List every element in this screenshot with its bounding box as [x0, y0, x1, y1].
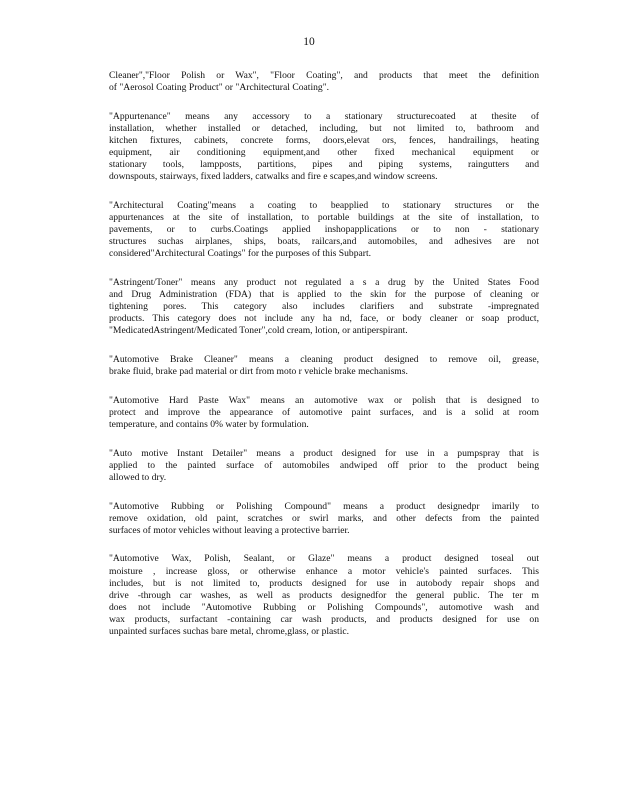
text-line: protect and improve the appearance of automotive paint surfaces, and is a solid at room [109, 406, 539, 418]
text-line: installation, whether installed or detached, including, but not limited to, bathroom and [109, 122, 539, 134]
text-line: remove oxidation, old paint, scratches or swirl marks, and other defects from the painted [109, 512, 539, 524]
text-line: "Architectural Coating"means a coating to beapplied to stationary structures or the [109, 199, 539, 211]
text-line: "Appurtenance" means any accessory to a stationary structurecoated at thesite of [109, 110, 539, 122]
definition-paragraph [109, 111, 539, 184]
text-line: kitchen fixtures, cabinets, concrete forms, doors,elevat ors, fences, handrailings, heating [109, 134, 539, 146]
text-line: "Automotive Rubbing or Polishing Compound" means a product designedpr imarily to [109, 500, 539, 512]
page-number: 10 [303, 36, 315, 48]
text-line: "MedicatedAstringent/Medicated Toner",cold cream, lotion, or antiperspirant. [109, 325, 408, 337]
document-body [109, 70, 539, 655]
text-line: downspouts, stairways, fixed ladders, catwalks and fire e scapes,and window screens. [109, 171, 438, 183]
text-line: "Automotive Brake Cleaner" means a cleaning product designed to remove oil, grease, [109, 354, 539, 366]
definition-paragraph [109, 200, 539, 260]
text-line: stationary tools, lampposts, partitions, pipes and piping systems, raingutters and [109, 159, 539, 171]
text-line: appurtenances at the site of installation, to portable buildings at the site of installation, to [109, 212, 539, 224]
text-line: brake fluid, brake pad material or dirt from moto r vehicle brake mechanisms. [109, 366, 408, 378]
text-line: "Auto motive Instant Detailer" means a product designed for use in a pumpspray that is [109, 447, 539, 459]
definition-paragraph [109, 501, 539, 537]
text-line: surfaces of motor vehicles without leaving a protective barrier. [109, 524, 350, 536]
text-line: includes, but is not limited to, products designed for use in autobody repair shops and [109, 577, 539, 589]
text-line: moisture , increase gloss, or otherwise enhance a motor vehicle's painted surfaces. This [109, 565, 539, 577]
text-line: structures suchas airplanes, ships, boats, railcars,and automobiles, and adhesives are not [109, 236, 539, 248]
text-line: allowed to dry. [109, 471, 167, 483]
text-line: does not include "Automotive Rubbing or Polishing Compounds", automotive wash and [109, 601, 539, 613]
definition-paragraph [109, 277, 539, 337]
text-line: equipment, air conditioning equipment,and other fixed mechanical equipment or [109, 147, 539, 159]
text-line: unpainted surfaces suchas bare metal, chrome,glass, or plastic. [109, 626, 350, 638]
text-line: pavements, or to curbs.Coatings applied inshopapplications or to non - stationary [109, 224, 539, 236]
definition-paragraph [109, 448, 539, 484]
text-line: drive -through car washes, as well as products designedfor the general public. The ter m [109, 589, 539, 601]
definition-paragraph [109, 354, 539, 378]
text-line: applied to the painted surface of automobiles andwiped off prior to the product being [109, 459, 539, 471]
text-line: "Astringent/Toner" means any product not regulated a s a drug by the United States Food [109, 277, 539, 288]
text-line: "Automotive Hard Paste Wax" means an automotive wax or polish that is designed to [109, 394, 539, 406]
text-line: "Automotive Wax, Polish, Sealant, or Glaze" means a product designed toseal out [109, 553, 539, 565]
definition-paragraph [109, 395, 539, 431]
text-line: and Drug Administration (FDA) that is applied to the skin for the purpose of cleaning or [109, 289, 539, 301]
definition-paragraph [109, 553, 539, 638]
text-line: temperature, and contains 0% water by formulation. [109, 419, 309, 431]
definition-paragraph [109, 70, 539, 94]
text-line: tightening pores. This category also includes clarifiers and substrate -impregnated [109, 301, 539, 313]
text-line: Cleaner","Floor Polish or Wax", "Floor Coating", and products that meet the definition [109, 70, 539, 81]
text-line: products. This category does not include any ha nd, face, or body cleaner or soap product, [109, 313, 539, 325]
text-line: wax products, surfactant -containing car wash products, and products designed for use on [109, 613, 539, 625]
text-line: of "Aerosol Coating Product" or "Architectural Coating". [109, 82, 330, 94]
text-line: considered"Architectural Coatings" for the purposes of this Subpart. [109, 248, 372, 260]
